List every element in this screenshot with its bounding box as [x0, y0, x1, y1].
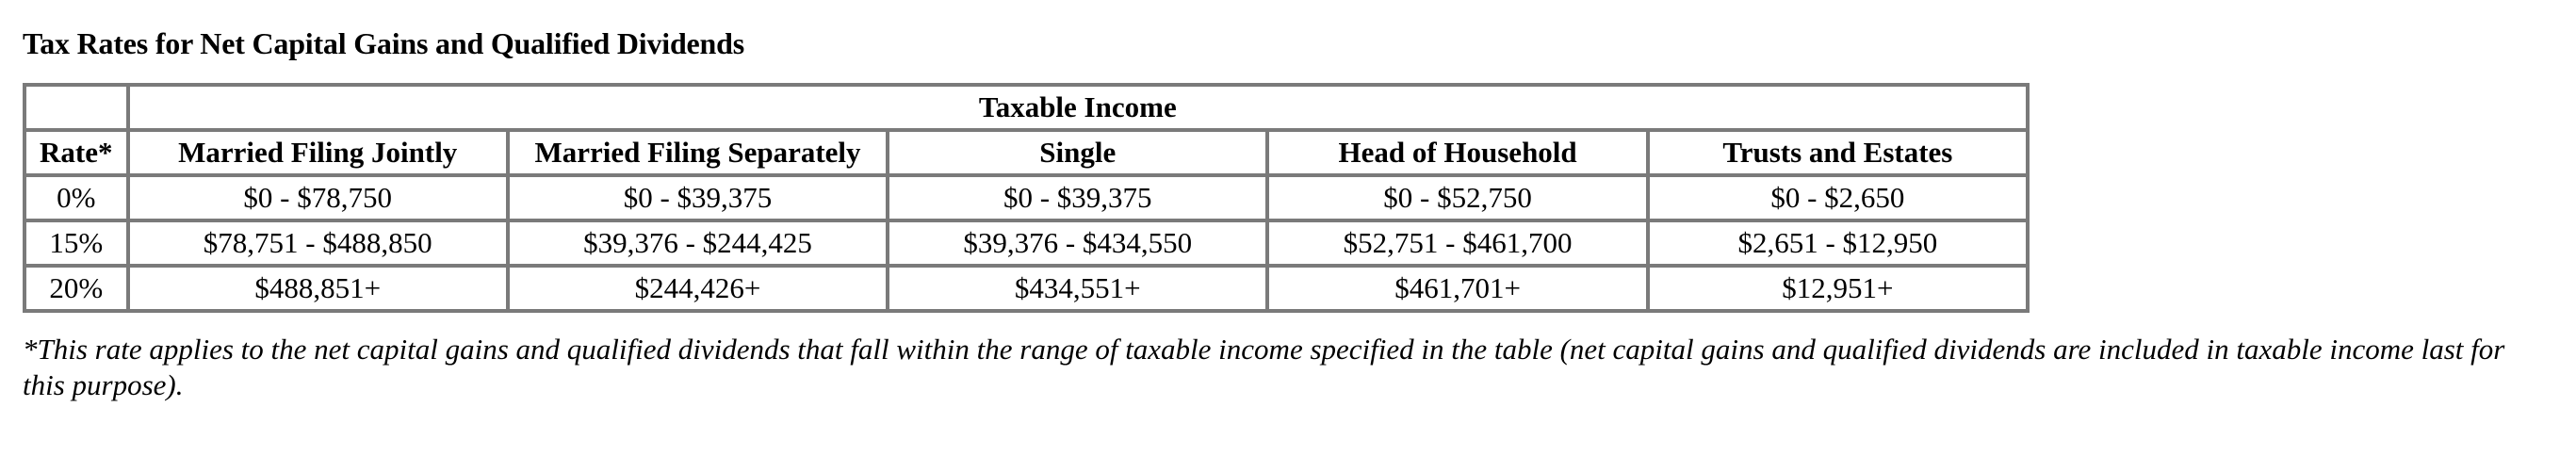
head-of-household-cell: $52,751 - $461,700 — [1267, 220, 1647, 266]
married-filing-jointly-cell: $488,851+ — [128, 266, 508, 311]
table-row — [24, 175, 2028, 220]
trusts-and-estates-cell: $12,951+ — [1648, 266, 2028, 311]
footnote: *This rate applies to the net capital gains and qualified dividends that fall within the range of taxable income specified in the table (net capital gains and qualified dividends are included in taxable income last for this purpose). — [23, 333, 2505, 401]
column-header-trusts-and-estates: Trusts and Estates — [1648, 130, 2028, 175]
single-cell: $434,551+ — [888, 266, 1267, 311]
married-filing-separately-cell: $39,376 - $244,425 — [508, 220, 888, 266]
married-filing-jointly-cell: $0 - $78,750 — [128, 175, 508, 220]
column-header-married-filing-separately: Married Filing Separately — [508, 130, 888, 175]
page-title: Tax Rates for Net Capital Gains and Qualified Dividends — [23, 26, 745, 60]
taxable-income-group-header: Taxable Income — [128, 85, 2028, 130]
rate-cell: 15% — [24, 220, 128, 266]
single-cell: $0 - $39,375 — [888, 175, 1267, 220]
tax-rates-table — [23, 83, 2030, 313]
single-cell: $39,376 - $434,550 — [888, 220, 1267, 266]
column-header-single: Single — [888, 130, 1267, 175]
table-column-header-row — [24, 130, 2028, 175]
table-group-header-row — [24, 85, 2028, 130]
trusts-and-estates-cell: $2,651 - $12,950 — [1648, 220, 2028, 266]
column-header-rate: Rate* — [24, 130, 128, 175]
head-of-household-cell: $0 - $52,750 — [1267, 175, 1647, 220]
page-content — [23, 23, 2557, 403]
married-filing-separately-cell: $0 - $39,375 — [508, 175, 888, 220]
table-row — [24, 220, 2028, 266]
married-filing-jointly-cell: $78,751 - $488,850 — [128, 220, 508, 266]
column-header-married-filing-jointly: Married Filing Jointly — [128, 130, 508, 175]
table-corner-cell — [24, 85, 128, 130]
table-row — [24, 266, 2028, 311]
column-header-head-of-household: Head of Household — [1267, 130, 1647, 175]
married-filing-separately-cell: $244,426+ — [508, 266, 888, 311]
head-of-household-cell: $461,701+ — [1267, 266, 1647, 311]
rate-cell: 20% — [24, 266, 128, 311]
rate-cell: 0% — [24, 175, 128, 220]
trusts-and-estates-cell: $0 - $2,650 — [1648, 175, 2028, 220]
